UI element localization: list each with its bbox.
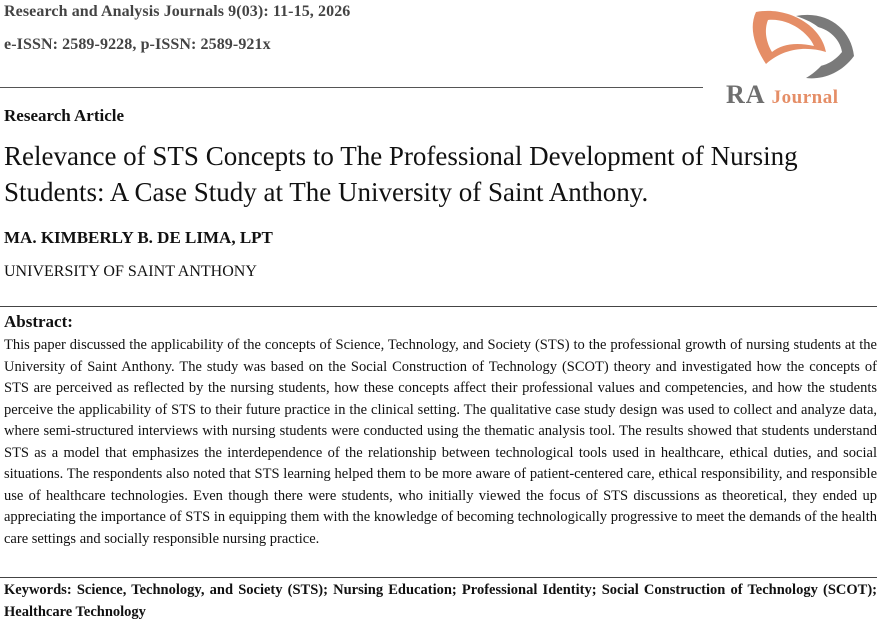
article-title: Relevance of STS Concepts to The Professional Development of Nursing Students: A Case Study at The University of Saint Anthony. (4, 141, 798, 207)
header-divider (0, 87, 703, 88)
keywords: Keywords: Science, Technology, and Society (STS); Nursing Education; Professional Identity; Social Construction of Technology (SCOT); Healthcare Technology (4, 582, 877, 620)
abstract-divider-top (0, 306, 877, 307)
abstract-heading: Abstract: (4, 312, 73, 331)
leaf-logo-icon (726, 4, 876, 84)
author-affiliation: UNIVERSITY OF SAINT ANTHONY (4, 263, 257, 280)
logo-journal-text: Journal (771, 87, 839, 108)
journal-citation: Research and Analysis Journals 9(03): 11-15, 2026 (4, 3, 351, 20)
issn-line: e-ISSN: 2589-9228, p-ISSN: 2589-921x (4, 36, 271, 53)
author-name: MA. KIMBERLY B. DE LIMA, LPT (4, 228, 273, 247)
abstract-text: This paper discussed the applicability of the concepts of Science, Technology, and Society (STS) to the professional growth of nursing students at the University of Saint Anthony. The study was based on the Social Construction of Technology (SCOT) theory and investigated how the concepts of STS are perceived as reflected by the nursing students, how these concepts affect their professional values and competencies, and how the students perceive the applicability of STS to their future practice in the clinical setting. The qualitative case study design was used to collect and analyze data, where semi-structured interviews with nursing students were conducted using the thematic analysis tool. The results showed that students understand STS as a model that emphasizes the interdependence of the relationship between technological tools used in healthcare, ethical duties, and social situations. The respondents also noted that STS learning helped them to be more aware of patient-centered care, ethical responsibility, and responsible use of healthcare technologies. Even though there were students, who initially viewed the focus of STS discussions as theoretical, they ended up appreciating the importance of STS in equipping them with the knowledge of becoming technologically progressive to meet the demands of the health care settings and socially responsible nursing practice. (4, 337, 877, 547)
article-type-label: Research Article (4, 106, 125, 125)
logo-wordmark (726, 80, 838, 110)
logo-ra-text: RA (726, 80, 765, 109)
abstract-divider-bottom (0, 577, 877, 578)
